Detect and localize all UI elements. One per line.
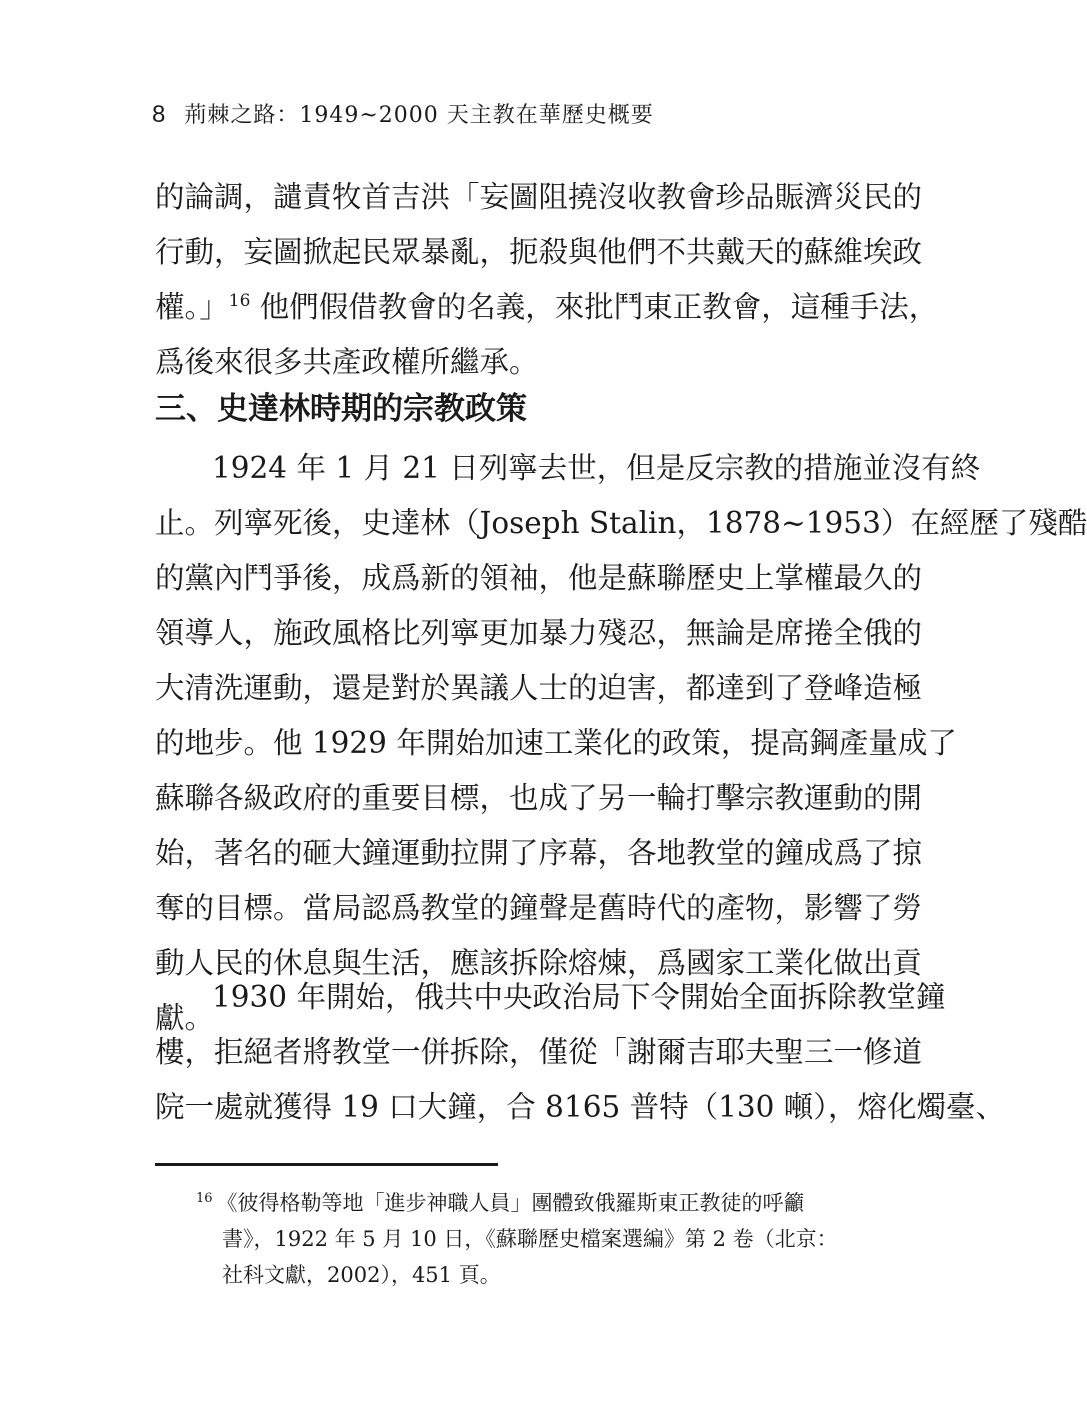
text-line: 奪的目標。當局認爲教堂的鐘聲是舊時代的產物，影響了勞 (155, 891, 923, 925)
text-line: 蘇聯各級政府的重要目標，也成了另一輪打擊宗教運動的開 (155, 781, 923, 815)
text-line: 的黨內鬥爭後，成爲新的領袖，他是蘇聯歷史上掌權最久的 (155, 561, 923, 595)
text-line: 的論調，譴責牧首吉洪「妄圖阻撓沒收教會珍品賑濟災民的 (155, 180, 923, 214)
opening-paragraph (155, 170, 939, 390)
text-line: 大清洗運動，還是對於異議人士的迫害，都達到了登峰造極 (155, 671, 923, 705)
text-line: 止。列寧死後，史達林（Joseph Stalin，1878~1953）在經歷了殘酷 (155, 506, 1087, 540)
text-line: 領導人，施政風格比列寧更加暴力殘忍，無論是席捲全俄的 (155, 616, 923, 650)
text-line (155, 280, 939, 335)
text-segment: 1930 年開始，俄共中央政治局下令開始全面拆除教堂鐘 (212, 980, 946, 1014)
text-line: 獻。 (155, 1001, 215, 1035)
footnote-line: 書》，1922 年 5 月 10 日，《蘇聯歷史檔案選編》第 2 卷（北京： (222, 1227, 838, 1251)
text-line: 始，著名的砸大鐘運動拉開了序幕，各地教堂的鐘成爲了掠 (155, 836, 923, 870)
text-line: 樓，拒絕者將教堂一併拆除，僅從「謝爾吉耶夫聖三一修道 (155, 1035, 923, 1069)
text-line: 爲後來很多共產政權所繼承。 (155, 345, 539, 379)
footnote-line: 社科文獻，2002），451 頁。 (222, 1263, 501, 1287)
page-number: 8 (152, 101, 167, 128)
section-heading: 三、史達林時期的宗教政策 (155, 391, 527, 427)
running-header (152, 100, 654, 131)
footnote-line (196, 1185, 806, 1221)
text-line: 動人民的休息與生活，應該拆除熔煉，爲國家工業化做出貢 (155, 946, 923, 980)
body-paragraph-1 (155, 441, 1087, 1046)
text-segment: 權。」 (155, 290, 229, 324)
text-line (155, 970, 946, 1025)
text-line: 院一處就獲得 19 口大鐘，合 8165 普特（130 噸），熔化燭臺、 (155, 1090, 1006, 1124)
text-segment: 《彼得格勒等地「進步神職人員」團體致俄羅斯東正教徒的呼籲 (216, 1191, 805, 1215)
text-segment: 他們假借教會的名義，來批鬥東正教會，這種手法， (259, 290, 939, 324)
text-line (155, 441, 981, 496)
footnote-number: 16 (196, 1191, 213, 1206)
text-segment: 1924 年 1 月 21 日列寧去世，但是反宗教的措施並沒有終 (212, 451, 981, 485)
text-line: 的地步。他 1929 年開始加速工業化的政策，提高鋼產量成了 (155, 726, 957, 760)
body-paragraph-2 (155, 970, 1006, 1135)
footnote (196, 1185, 838, 1293)
running-title: 荊棘之路：1949~2000 天主教在華歷史概要 (184, 103, 654, 128)
footnote-divider (155, 1163, 498, 1166)
text-line: 行動，妄圖掀起民眾暴亂，扼殺與他們不共戴天的蘇維埃政 (155, 235, 923, 269)
footnote-reference[interactable]: 16 (228, 291, 251, 312)
